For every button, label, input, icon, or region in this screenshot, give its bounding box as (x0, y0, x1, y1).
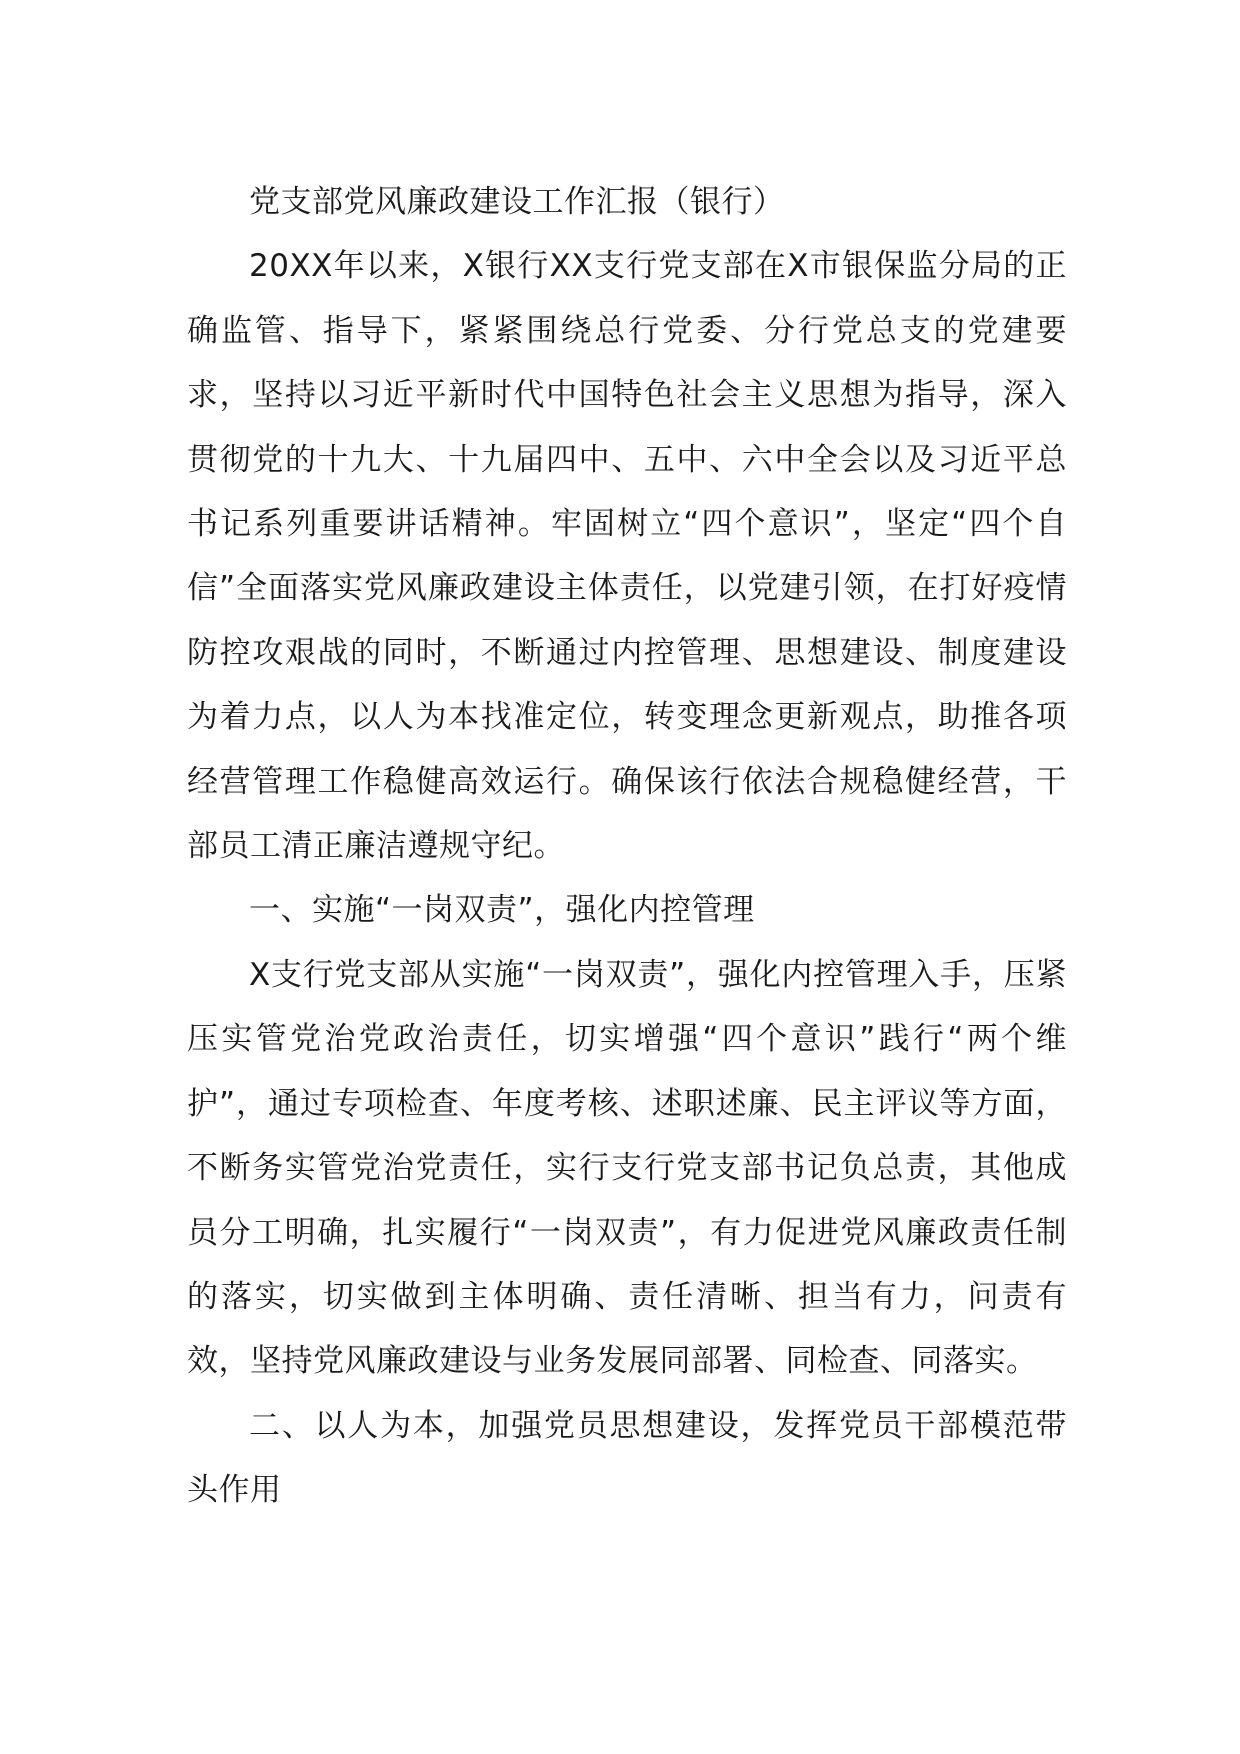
section-heading-1: 一、实施“一岗双责”，强化内控管理 (249, 892, 755, 929)
paragraph-section-1: X支行党支部从实施“一岗双责”，强化内控管理入手，压紧压实管党治党政治责任，切实增强“四个意识”践行“两个维护”，通过专项检查、年度考核、述职述廉、民主评议等方面，不断务实管党治党责任，实行支行党支部书记负总责，其他成员分工明确，扎实履行“一岗双责”，有力促进党风廉政责任制的落实，切实做到主体明确、责任清晰、担当有力，问责有效，坚持党风廉政建设与业务发展同部署、同检查、同落实。 (187, 956, 1067, 1380)
section-heading-2: 二、以人为本，加强党员思想建设，发挥党员干部模范带头作用 (187, 1407, 1067, 1509)
paragraph-intro: 20XX年以来，X银行XX支行党支部在X市银保监分局的正确监管、指导下，紧紧围绕总行党委、分行党总支的党建要求，坚持以习近平新时代中国特色社会主义思想为指导，深入贯彻党的十九大、十九届四中、五中、六中全会以及习近平总书记系列重要讲话精神。牢固树立“四个意识”，坚定“四个自信”全面落实党风廉政建设主体责任，以党建引领，在打好疫情防控攻艰战的同时，不断通过内控管理、思想建设、制度建设为着力点，以人为本找准定位，转变理念更新观点，助推各项经营管理工作稳健高效运行。确保该行依法合规稳健经营，干部员工清正廉洁遵规守纪。 (187, 248, 1067, 865)
document-body (187, 170, 1067, 1523)
document-title: 党支部党风廉政建设工作汇报（银行） (249, 184, 785, 220)
